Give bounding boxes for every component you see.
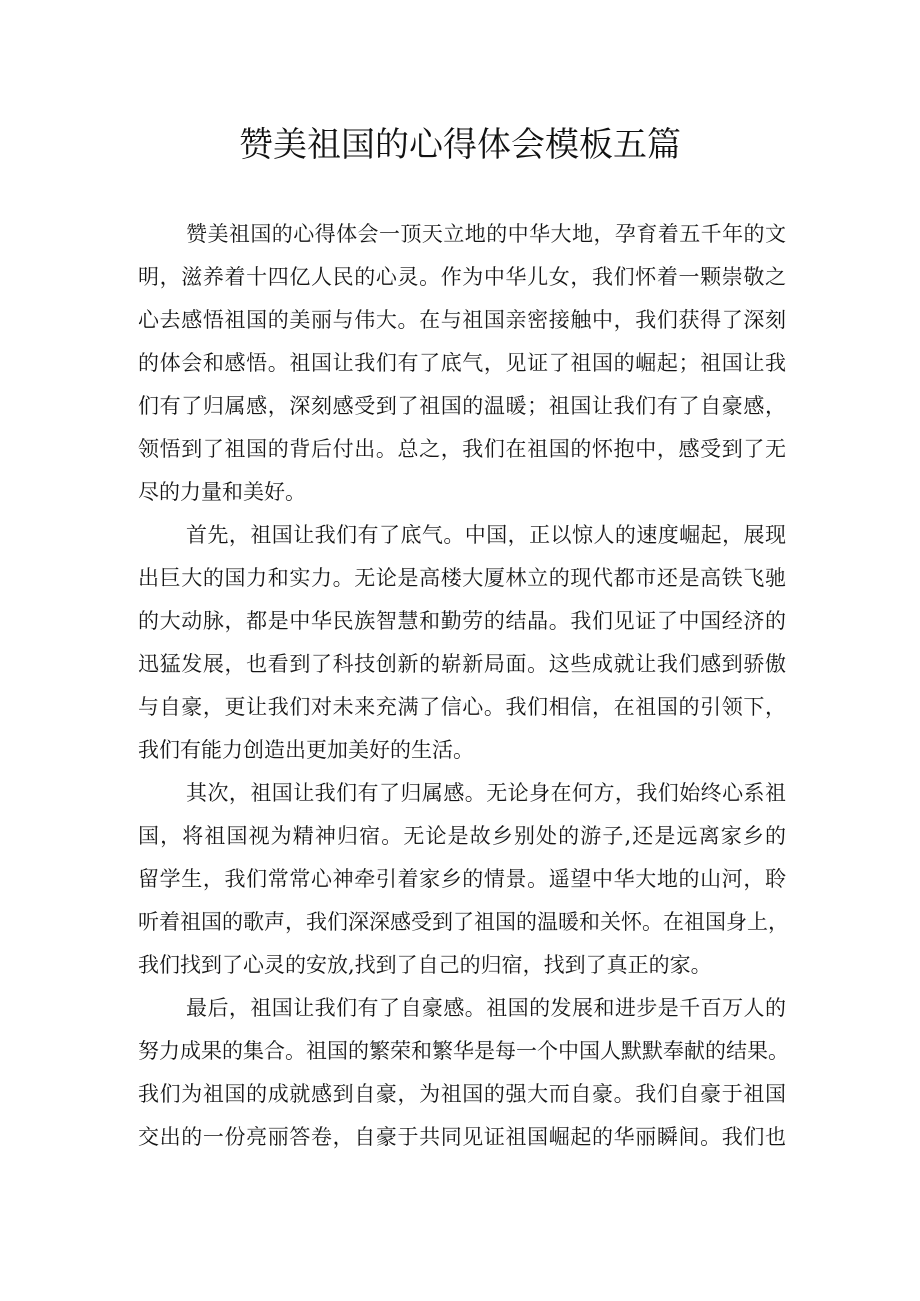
paragraph-1 [138, 213, 786, 514]
text-line: 其次，祖国让我们有了归属感。无论身在何方，我们始终心系祖 [186, 781, 786, 805]
paragraph-3 [138, 772, 789, 987]
text-line: 出巨大的国力和实力。无论是高楼大厦林立的现代都市还是高铁飞驰 [138, 566, 786, 590]
text-line: 心去感悟祖国的美丽与伟大。在与祖国亲密接触中，我们获得了深刻 [138, 308, 786, 332]
text-line: 领悟到了祖国的背后付出。总之，我们在祖国的怀抱中，感受到了无 [138, 437, 786, 461]
text-line: 我们有能力创造出更加美好的生活。 [138, 738, 474, 762]
text-line: 国，将祖国视为精神归宿。无论是故乡别处的游子,还是远离家乡的 [138, 824, 786, 848]
text-line: 们有了归属感，深刻感受到了祖国的温暖；祖国让我们有了自豪感， [138, 394, 786, 418]
text-line: 迅猛发展，也看到了科技创新的崭新局面。这些成就让我们感到骄傲 [138, 652, 786, 676]
text-line: 我们为祖国的成就感到自豪，为祖国的强大而自豪。我们自豪于祖国 [138, 1082, 786, 1106]
text-line: 最后，祖国让我们有了自豪感。祖国的发展和进步是千百万人的 [186, 996, 786, 1020]
text-line: 与自豪，更让我们对未来充满了信心。我们相信，在祖国的引领下， [138, 695, 786, 719]
text-line: 尽的力量和美好。 [138, 480, 306, 504]
text-line: 赞美祖国的心得体会一顶天立地的中华大地，孕育着五千年的文 [186, 222, 786, 246]
paragraph-4 [138, 987, 789, 1159]
text-line: 交出的一份亮丽答卷，自豪于共同见证祖国崛起的华丽瞬间。我们也 [138, 1125, 786, 1149]
text-line: 明，滋养着十四亿人民的心灵。作为中华儿女，我们怀着一颗崇敬之 [138, 265, 786, 289]
text-line: 的体会和感悟。祖国让我们有了底气，见证了祖国的崛起；祖国让我 [138, 351, 786, 375]
text-line: 听着祖国的歌声，我们深深感受到了祖国的温暖和关怀。在祖国身上， [138, 910, 789, 934]
document-body [138, 213, 789, 1159]
text-line: 的大动脉，都是中华民族智慧和勤劳的结晶。我们见证了中国经济的 [138, 609, 786, 633]
text-line: 留学生，我们常常心神牵引着家乡的情景。遥望中华大地的山河，聆 [138, 867, 786, 891]
text-line: 我们找到了心灵的安放,找到了自己的归宿，找到了真正的家。 [138, 953, 712, 977]
paragraph-2 [138, 514, 786, 772]
text-line: 努力成果的集合。祖国的繁荣和繁华是每一个中国人默默奉献的结果。 [138, 1039, 789, 1063]
document-title: 赞美祖国的心得体会模板五篇 [239, 125, 681, 165]
text-line: 首先，祖国让我们有了底气。中国，正以惊人的速度崛起，展现 [186, 523, 786, 547]
